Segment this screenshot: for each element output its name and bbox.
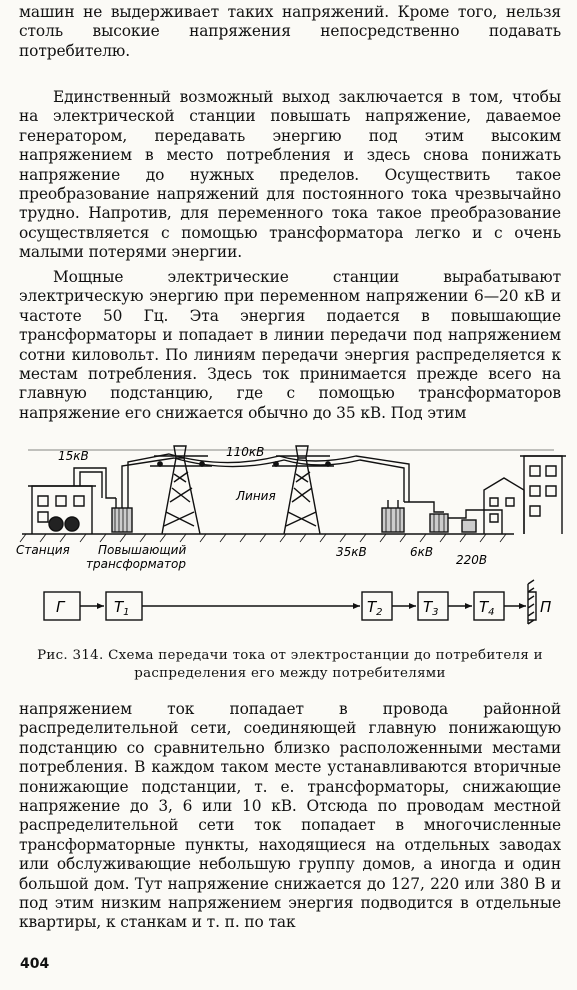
power-transmission-figure	[14, 442, 570, 642]
label-15kv: 15кВ	[58, 449, 89, 463]
label-step-up-1: Повышающий	[98, 543, 187, 557]
label-35kv: 35кВ	[336, 545, 367, 559]
label-step-up-2: трансформатор	[86, 557, 186, 571]
wire-6kv	[448, 510, 484, 518]
wire-35kv	[404, 502, 444, 512]
transformer-point	[462, 520, 476, 532]
label-110kv: 110кВ	[226, 445, 265, 459]
page-number: 404	[20, 956, 50, 972]
block-label-generator: Г	[56, 598, 65, 616]
substation-6kv	[430, 514, 448, 532]
generator-1	[49, 517, 63, 531]
ground-hatch	[20, 534, 506, 542]
paragraph-1: машин не выдерживает таких напряжений. Кроме того, нельзя столь высокие напряжения непосредственно подавать потребителю.	[19, 3, 561, 60]
step-up-transformer	[112, 498, 132, 532]
label-220v: 220В	[456, 553, 488, 567]
block-consumer	[528, 580, 536, 624]
substation-35kv	[382, 500, 404, 532]
label-line: Линия	[236, 489, 276, 503]
transmission-tower-2	[272, 446, 334, 534]
paragraph-3: Мощные электрические станции вырабатывают электрическую энергию при переменном напряжении 6—20 кВ и частоте 50 Гц. Эта энергия подается в повышающие трансформаторы и попадает в линии передачи под напряжением сотни киловольт. По линиям передачи энергия распределяется к местам потребления. Здесь ток принимается прежде всего на главную подстанцию, где с помощью трансформаторов напряжение его снижается обычно до 35 кВ. Под этим	[19, 268, 561, 422]
label-6kv: 6кВ	[410, 545, 434, 559]
block-label-consumer: П	[540, 598, 552, 616]
consumer-houses	[484, 456, 566, 534]
block-label-t4: $T_4$	[479, 598, 495, 618]
block-label-t2: $T_2$	[367, 598, 383, 618]
paragraph-4: напряжением ток попадает в провода районной распределительной сети, соединяющей главную понижающую подстанцию со сравнительно близко расположенными местами потребления. В каждом таком месте устанавливаются вторичные понижающие подстанции, т. е. трансформаторы, снижающие напряжение до 3, 6 или 10 кВ. Отсюда по проводам местной распределительной сети ток попадает в многочисленные трансформаторные пункты, находящиеся на отдельных заводах или обслуживающие небольшую группу домов, а иногда и один большой дом. Тут напряжение снижается до 127, 220 или 380 В и под этим низким напряжением энергия подводится в отдельные квартиры, к станкам и т. п. по так	[19, 700, 561, 932]
label-station: Станция	[16, 543, 70, 557]
block-label-t1: $T_1$	[114, 598, 130, 618]
paragraph-2: Единственный возможный выход заключается в том, чтобы на электрической станции повышать напряжение, даваемое генератором, передавать энергию под этим высоким напряжением в место потребления и здесь снова понижать напряжение до нужных пределов. Осуществить такое преобразование напряжений для постоянного тока чрезвычайно трудно. Напротив, для переменного тока такое преобразование осуществляется с помощью трансформатора легко и с очень малыми потерями энергии.	[19, 88, 561, 262]
block-label-t3: $T_3$	[423, 598, 439, 618]
figure-caption: Рис. 314. Схема передачи тока от электростанции до потребителя и распределения его между потребителями	[37, 648, 543, 681]
generator-2	[65, 517, 79, 531]
